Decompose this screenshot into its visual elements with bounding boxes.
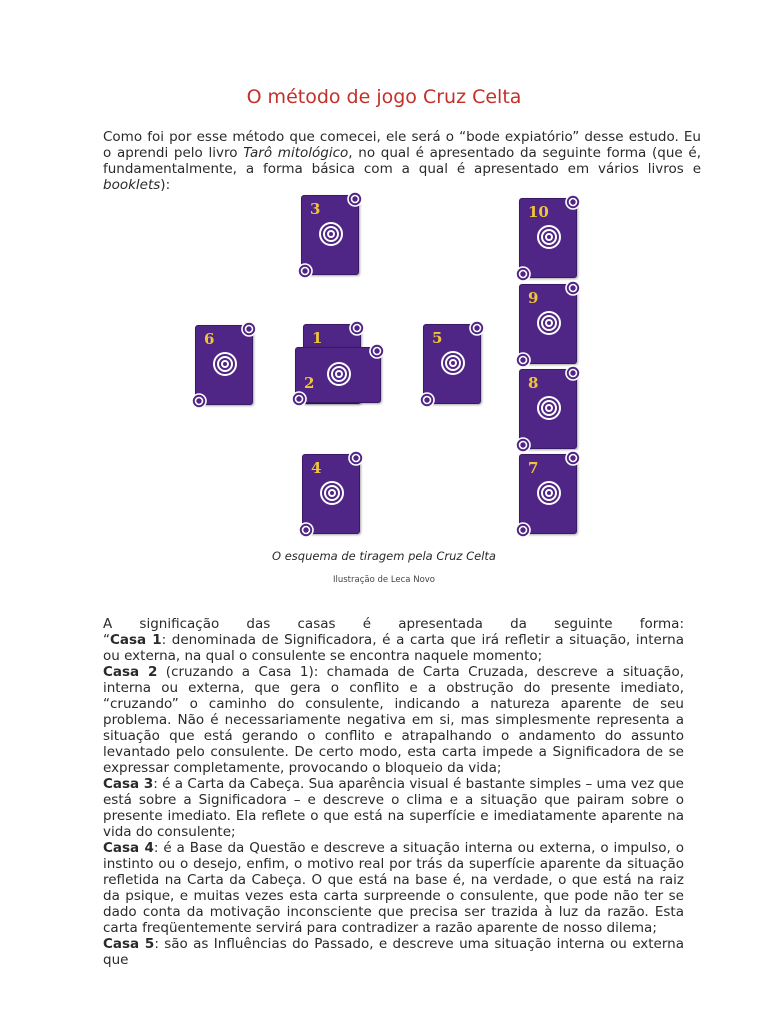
corner-spiral-icon [514,521,532,539]
card-9 [519,284,577,364]
card-number: 7 [528,459,539,477]
page-title: O método de jogo Cruz Celta [246,86,522,108]
corner-spiral-icon [564,364,582,382]
corner-spiral-icon [514,351,532,369]
corner-spiral-icon [468,319,486,337]
card-number: 6 [204,330,215,348]
corner-spiral-icon [564,193,582,211]
book-title: Tarô mitológico [243,145,349,161]
corner-spiral-icon [564,279,582,297]
spiral-icon [326,361,352,387]
spiral-icon [440,350,466,376]
casa-4-text: : é a Base da Questão e descreve a situação interna ou externa, o impulso, o instinto ou o desejo, enfim, o motivo real por trás da superfície aparente da situação refletida na Carta da Cabeça. O que está na base é, na verdade, o que está na raiz da psique, e muitas vezes esta carta surpreende o consulente, que pode não ter se dado conta da motivação inconsciente que precisa ser trazida à luz da razão. Esta carta freqüentemente servirá para contradizer a razão aparente de nosso dilema; [103,840,685,936]
casa-1-text: : denominada de Significadora, é a carta que irá refletir a situação, interna ou externa, na qual o consulente se encontra naquele momento; [103,632,684,664]
card-number: 8 [528,374,539,392]
intro-text-2: , no qual é apresentado da seguinte forma (que é, fundamentalmente, a forma básica com a qual é apresentado em vários livros e [103,145,702,177]
corner-spiral-icon [368,342,386,360]
card-number: 4 [311,459,322,477]
casa-5-text: : são as Influências do Passado, e descreve uma situação interna ou externa que [103,936,684,968]
casa-3-paragraph [86,776,684,840]
spiral-icon [318,221,344,247]
intro-text-3: ): [160,177,171,193]
quote-mark: “ [103,632,110,648]
casa-5-paragraph [86,936,684,968]
card-3 [301,195,359,275]
corner-spiral-icon [514,265,532,283]
corner-spiral-icon [514,436,532,454]
card-8 [519,369,577,449]
casa-3-label: Casa 3 [103,776,154,792]
card-7 [519,454,577,534]
corner-spiral-icon [348,319,366,337]
card-number: 5 [432,329,443,347]
casa-2-label: Casa 2 [103,664,158,680]
card-10 [519,198,577,278]
corner-spiral-icon [296,262,314,280]
corner-spiral-icon [190,392,208,410]
casa-3-text: : é a Carta da Cabeça. Sua aparência visual é bastante simples – uma vez que está sobre a Significadora – e descreve o clima e a situação que pairam sobre o presente imediato. Ela reflete o que está na superfície e imediatamente aparente na vida do consulente; [103,776,684,840]
card-2 [295,347,381,403]
figure-credit: Ilustração de Leca Novo [332,575,436,585]
intro-text-1: Como foi por esse método que comecei, ele será o “bode expiatório” desse estudo. Eu o aprendi pelo livro [103,129,701,161]
spiral-icon [536,224,562,250]
intro-paragraph [86,129,701,193]
card-4 [302,454,360,534]
spiral-icon [536,480,562,506]
card-number: 3 [310,200,321,218]
card-number: 2 [304,374,315,392]
spiral-icon [319,480,345,506]
figure-caption: O esquema de tiragem pela Cruz Celta [272,549,496,563]
spiral-icon [536,395,562,421]
corner-spiral-icon [564,449,582,467]
body-text [86,616,684,968]
corner-spiral-icon [347,449,365,467]
corner-spiral-icon [240,320,258,338]
corner-spiral-icon [297,521,315,539]
casa-5-label: Casa 5 [103,936,155,952]
card-6 [195,325,253,405]
casa-1-label: Casa 1 [110,632,162,648]
lead-paragraph: A significação das casas é apresentada da seguinte forma: [103,616,684,632]
casa-1-paragraph [86,632,684,664]
casa-4-label: Casa 4 [103,840,154,856]
booklets-term: booklets [103,177,161,193]
spiral-icon [212,351,238,377]
card-number: 9 [528,289,539,307]
casa-2-text: (cruzando a Casa 1): chamada de Carta Cruzada, descreve a situação, interna ou externa, que gera o conflito e a obstrução do presente imediato, “cruzando” o caminho do consulente, indicando a natureza aparente de seu problema. Não é necessariamente negativa em si, mas simplesmente representa a situação que está gerando o conflito e atrapalhando o andamento do assunto levantado pelo consulente. De certo modo, esta carta impede a Significadora de se expressar completamente, provocando o bloqueio da vida; [103,664,684,776]
casa-4-paragraph [86,840,684,936]
casa-2-paragraph [86,664,684,776]
corner-spiral-icon [290,390,308,408]
card-number: 1 [312,329,323,347]
spiral-icon [536,310,562,336]
corner-spiral-icon [418,391,436,409]
corner-spiral-icon [346,190,364,208]
card-number: 10 [528,203,549,221]
card-5 [423,324,481,404]
